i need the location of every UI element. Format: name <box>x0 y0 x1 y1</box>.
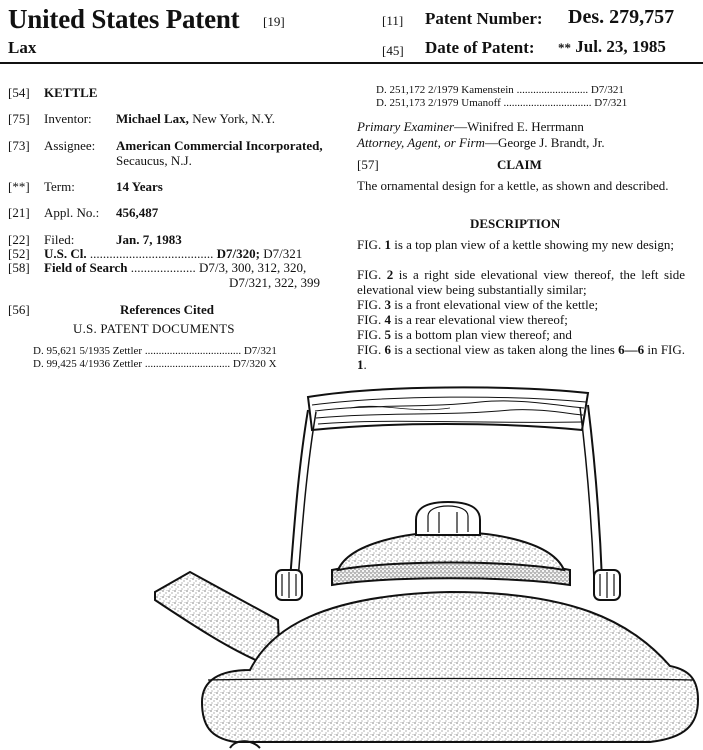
term-value: 14 Years <box>116 179 163 194</box>
reference-date: 2/1979 <box>427 84 459 96</box>
reference-class: D7/321 <box>590 84 624 96</box>
reference-class: D7/321 <box>243 345 277 357</box>
description-heading: DESCRIPTION <box>470 216 561 231</box>
inventor-name: Michael Lax, <box>116 111 189 126</box>
search-classes-1: D7/3, 300, 312, 320, <box>199 260 307 275</box>
search-classes-2: D7/321, 322, 399 <box>229 275 320 290</box>
claim-code: [57] <box>357 157 379 172</box>
claim-text: The ornamental design for a kettle, as shown and described. <box>357 178 669 193</box>
reference-row <box>33 345 277 357</box>
fig-text: is a sectional view as taken along the lines <box>391 342 619 357</box>
handle-grip <box>308 387 588 430</box>
fig-prefix: FIG. <box>357 267 387 282</box>
date-stars: ** <box>558 40 571 55</box>
fig-text: is a bottom plan view thereof; and <box>390 327 572 342</box>
uscl-field-code: [52] <box>8 246 30 261</box>
search-line-1 <box>44 260 306 276</box>
inventor-field-code: [75] <box>8 111 30 126</box>
date-of-patent <box>558 37 666 57</box>
reference-dots: .......................... <box>516 84 589 96</box>
search-field-code: [58] <box>8 260 30 275</box>
fig-prefix: FIG. <box>357 327 385 342</box>
refs-field-code: [56] <box>8 302 30 317</box>
fig-number: 1 <box>384 237 391 252</box>
inventor-label: Inventor: <box>44 111 92 126</box>
assignee-field-code: [73] <box>8 138 30 153</box>
inventor-location: New York, N.Y. <box>192 111 276 126</box>
attorney <box>357 135 605 151</box>
uscl-dots: ...................................... <box>89 246 214 261</box>
search-dots: .................... <box>130 260 196 275</box>
fig-text: is a top plan view of a kettle showing my new design; <box>390 237 675 252</box>
claim-heading: CLAIM <box>497 157 542 172</box>
description-paragraph <box>357 297 685 312</box>
inventor-value <box>116 111 275 127</box>
design-title: KETTLE <box>44 85 98 100</box>
filed-value: Jan. 7, 1983 <box>116 232 182 247</box>
reference-date: 5/1935 <box>79 345 111 357</box>
reference-dots: ................................ <box>503 97 592 109</box>
reference-row <box>376 97 627 109</box>
assignee-label: Assignee: <box>44 138 96 153</box>
reference-number: D. 251,172 <box>376 84 426 96</box>
reference-class: D7/320 X <box>232 358 277 370</box>
fig-prefix: FIG. <box>357 312 385 327</box>
section-line-ref: 6—6 <box>618 342 645 357</box>
reference-row <box>33 358 277 370</box>
filed-label: Filed: <box>44 232 75 247</box>
term-label: Term: <box>44 179 75 194</box>
reference-name: Zettler <box>112 358 143 370</box>
fig-text: is a front elevational view of the kettle; <box>390 297 599 312</box>
fig-number: 4 <box>384 312 391 327</box>
fig-number: 1 <box>357 357 364 372</box>
uscl-rest: D7/321 <box>263 246 303 261</box>
fig-text: in FIG. <box>644 342 686 357</box>
header-rule <box>0 62 703 64</box>
fig-prefix: FIG. <box>357 297 385 312</box>
lid-knob <box>416 502 480 535</box>
title-code: [19] <box>263 14 285 29</box>
handle-hinge-left <box>276 570 302 600</box>
us-patent-documents-heading: U.S. PATENT DOCUMENTS <box>73 321 235 336</box>
appl-value: 456,487 <box>116 205 159 220</box>
references-cited-heading: References Cited <box>120 302 214 317</box>
reference-number: D. 95,621 <box>33 345 77 357</box>
primary-examiner-label: Primary Examiner <box>357 119 455 134</box>
assignee-name: American Commercial Incorporated, <box>116 138 323 153</box>
patent-number-label: Patent Number: <box>425 9 543 28</box>
kettle-body <box>202 592 698 742</box>
attorney-name: —George J. Brandt, Jr. <box>484 135 605 150</box>
reference-name: Zettler <box>112 345 143 357</box>
reference-number: D. 251,173 <box>376 97 426 109</box>
fig-prefix: FIG. <box>357 342 385 357</box>
term-field-code: [**] <box>8 179 30 194</box>
primary-examiner-name: —Winifred E. Herrmann <box>454 119 584 134</box>
primary-examiner <box>357 119 584 135</box>
fig-text: is a rear elevational view thereof; <box>390 312 568 327</box>
filed-field-code: [22] <box>8 232 30 247</box>
search-label: Field of Search <box>44 260 128 275</box>
kettle-drawing <box>150 380 703 750</box>
handle-hinge-right <box>594 570 620 600</box>
date-of-patent-label: Date of Patent: <box>425 38 535 57</box>
reference-name: Kamenstein <box>461 84 514 96</box>
reference-row <box>376 84 624 96</box>
inventor-short: Lax <box>8 38 37 57</box>
fig-number: 5 <box>384 327 391 342</box>
reference-dots: ............................... <box>144 358 231 370</box>
description-paragraph <box>357 342 685 372</box>
reference-date: 4/1936 <box>79 358 111 370</box>
reference-name: Umanoff <box>461 97 501 109</box>
fig-number: 2 <box>386 267 394 282</box>
reference-date: 2/1979 <box>427 97 459 109</box>
reference-dots: ................................... <box>144 345 242 357</box>
patent-number-code: [11] <box>382 13 404 28</box>
uscl-main: D7/320; <box>216 246 260 261</box>
assignee-location: Secaucus, N.J. <box>116 153 192 168</box>
date-value: Jul. 23, 1985 <box>575 37 666 56</box>
description-paragraph <box>357 312 685 327</box>
fig-number: 6 <box>384 342 391 357</box>
fig-prefix: FIG. <box>357 237 385 252</box>
appl-label: Appl. No.: <box>44 205 100 220</box>
reference-class: D7/321 <box>594 97 628 109</box>
description-paragraph <box>357 267 685 297</box>
reference-number: D. 99,425 <box>33 358 77 370</box>
date-of-patent-code: [45] <box>382 43 404 58</box>
fig-text: is a right side elevational view thereof, the left side elevational view being substantially similar; <box>357 267 685 297</box>
description-paragraph <box>357 327 685 342</box>
description-paragraph <box>357 237 685 252</box>
fig-number: 3 <box>384 297 391 312</box>
appl-field-code: [21] <box>8 205 30 220</box>
fig-text: . <box>363 357 367 372</box>
patent-number: Des. 279,757 <box>568 6 675 28</box>
title-field-code: [54] <box>8 85 30 100</box>
uscl-label: U.S. Cl. <box>44 246 87 261</box>
patent-office-title: United States Patent <box>8 4 240 34</box>
attorney-label: Attorney, Agent, or Firm <box>357 135 485 150</box>
